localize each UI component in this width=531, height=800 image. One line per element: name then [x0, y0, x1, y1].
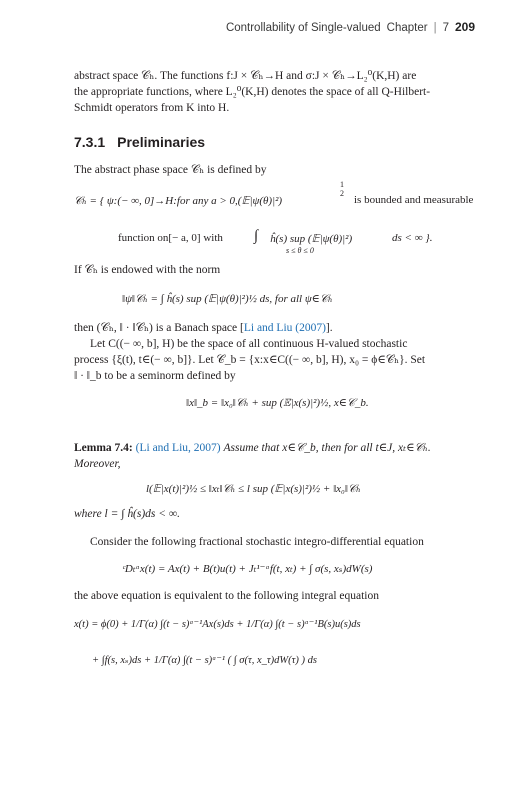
- phase-eq1-exp-den: 2: [340, 189, 344, 198]
- space-line-2: process {ξ(t), t∈(− ∞, b]}. Let 𝒞_b = {x:x∈C((− ∞, b], H), x₀ = ϕ∈𝒞ₕ}. Set: [74, 354, 426, 366]
- phase-eq-2: [74, 218, 474, 258]
- main-equation-text: ᶜDₜᵅx(t) = Ax(t) + B(t)u(t) + Jₜ¹⁻ᵅf(t, xₜ) + ∫ σ(s, xₛ)dW(s): [122, 563, 373, 575]
- norm-after-text: then (𝒞ₕ, ‖ · ‖𝒞ₕ) is a Banach space [: [74, 322, 244, 334]
- phase-eq1-left: 𝒞ₕ = { ψ:(− ∞, 0]→H:for any a > 0,(𝔼|ψ(θ)|²): [74, 195, 283, 207]
- integral-eq-2-text: + ∫f(s, xₛ)ds + 1/Γ(α) ∫(t − s)ᵅ⁻¹ ( ∫ σ(τ, x_τ)dW(τ) ) ds: [92, 655, 317, 666]
- integral-eq-2: [74, 644, 474, 684]
- chapter-word: Chapter: [386, 22, 428, 34]
- section-title: Preliminaries: [117, 134, 206, 150]
- integral-eq-1-text: x(t) = ϕ(0) + 1/Γ(α) ∫(t − s)ᵅ⁻¹Ax(s)ds + 1/Γ(α) ∫(t − s)ᵅ⁻¹B(s)u(s)ds: [74, 619, 361, 630]
- lemma-moreover: Moreover,: [74, 458, 121, 470]
- norm-after: [74, 320, 474, 336]
- section-number: 7.3.1: [74, 134, 106, 150]
- seminorm-eq-text: ‖x‖_b = ‖x₀‖𝒞ₕ + sup (𝔼|x(s)|²)½, x∈𝒞_b.: [186, 397, 369, 409]
- intro-line-2: the appropriate functions, where L₂⁰(K,H) denotes the space of all Q-Hilbert-: [74, 86, 431, 98]
- norm-citation[interactable]: Li and Liu (2007): [243, 322, 326, 334]
- lemma-text: Assume that x∈𝒞_b, then for all t∈J, xₜ∈𝒞ₕ.: [223, 442, 431, 454]
- lemma-block: [74, 440, 474, 522]
- main-equation: [74, 550, 474, 588]
- page-number: 209: [454, 20, 475, 34]
- equation-intro: Consider the following fractional stochastic integro-differential equation: [90, 536, 424, 548]
- phase-eq1-right: is bounded and measurable: [354, 194, 474, 206]
- space-line-1: Let C((− ∞, b], H) be the space of all continuous H-valued stochastic: [90, 338, 408, 350]
- phase-eq2-integral: ∫: [254, 228, 259, 244]
- norm-eq-text: ‖ψ‖𝒞ₕ = ∫ ĥ(s) sup (𝔼|ψ(θ)|²)½ ds, for all ψ∈𝒞ₕ: [122, 293, 333, 305]
- running-header: [226, 20, 475, 38]
- norm-after-end: ].: [325, 322, 333, 334]
- seminorm-eq: [74, 384, 474, 424]
- running-title: Controllability of Single-valued: [225, 22, 381, 34]
- lemma-label: Lemma 7.4:: [74, 442, 133, 454]
- phase-intro: The abstract phase space 𝒞ₕ is defined by: [74, 164, 267, 176]
- phase-eq-1: [74, 178, 474, 218]
- lemma-where: where l = ∫ ĥ(s)ds < ∞.: [74, 508, 180, 520]
- phase-eq2-left: function on[− a, 0] with: [118, 232, 223, 244]
- section-heading: [74, 134, 474, 150]
- lemma-eq: [74, 472, 474, 506]
- space-line-3: ‖ · ‖_b to be a seminorm defined by: [74, 370, 236, 382]
- norm-intro: If 𝒞ₕ is endowed with the norm: [74, 264, 221, 276]
- phase-eq2-body: ĥ(s) sup (𝔼|ψ(θ)|²): [270, 233, 353, 245]
- norm-eq: [74, 278, 474, 320]
- phase-eq1-exp-num: 1: [340, 180, 344, 189]
- phase-eq2-sub: s ≤ θ ≤ 0: [286, 246, 314, 255]
- intro-line-3: Schmidt operators from K into H.: [74, 102, 230, 114]
- lemma-statement: [74, 440, 474, 456]
- lemma-eq-text: l(𝔼|x(t)|²)½ ≤ ‖xₜ‖𝒞ₕ ≤ l sup (𝔼|x(s)|²)½ + ‖x₀‖𝒞ₕ: [146, 483, 361, 495]
- lemma-citation[interactable]: (Li and Liu, 2007): [135, 442, 221, 454]
- integral-eq-1: [74, 604, 474, 644]
- intro-line-1: abstract space 𝒞ₕ. The functions f:J × 𝒞ₕ→H and σ:J × 𝒞ₕ→L₂⁰(K,H) are: [74, 70, 417, 82]
- phase-eq2-end: ds < ∞ }.: [392, 232, 433, 244]
- chapter-number: 7: [442, 22, 449, 34]
- header-separator: |: [433, 22, 437, 34]
- equivalence-text: the above equation is equivalent to the following integral equation: [74, 590, 379, 602]
- page-body: [74, 68, 474, 684]
